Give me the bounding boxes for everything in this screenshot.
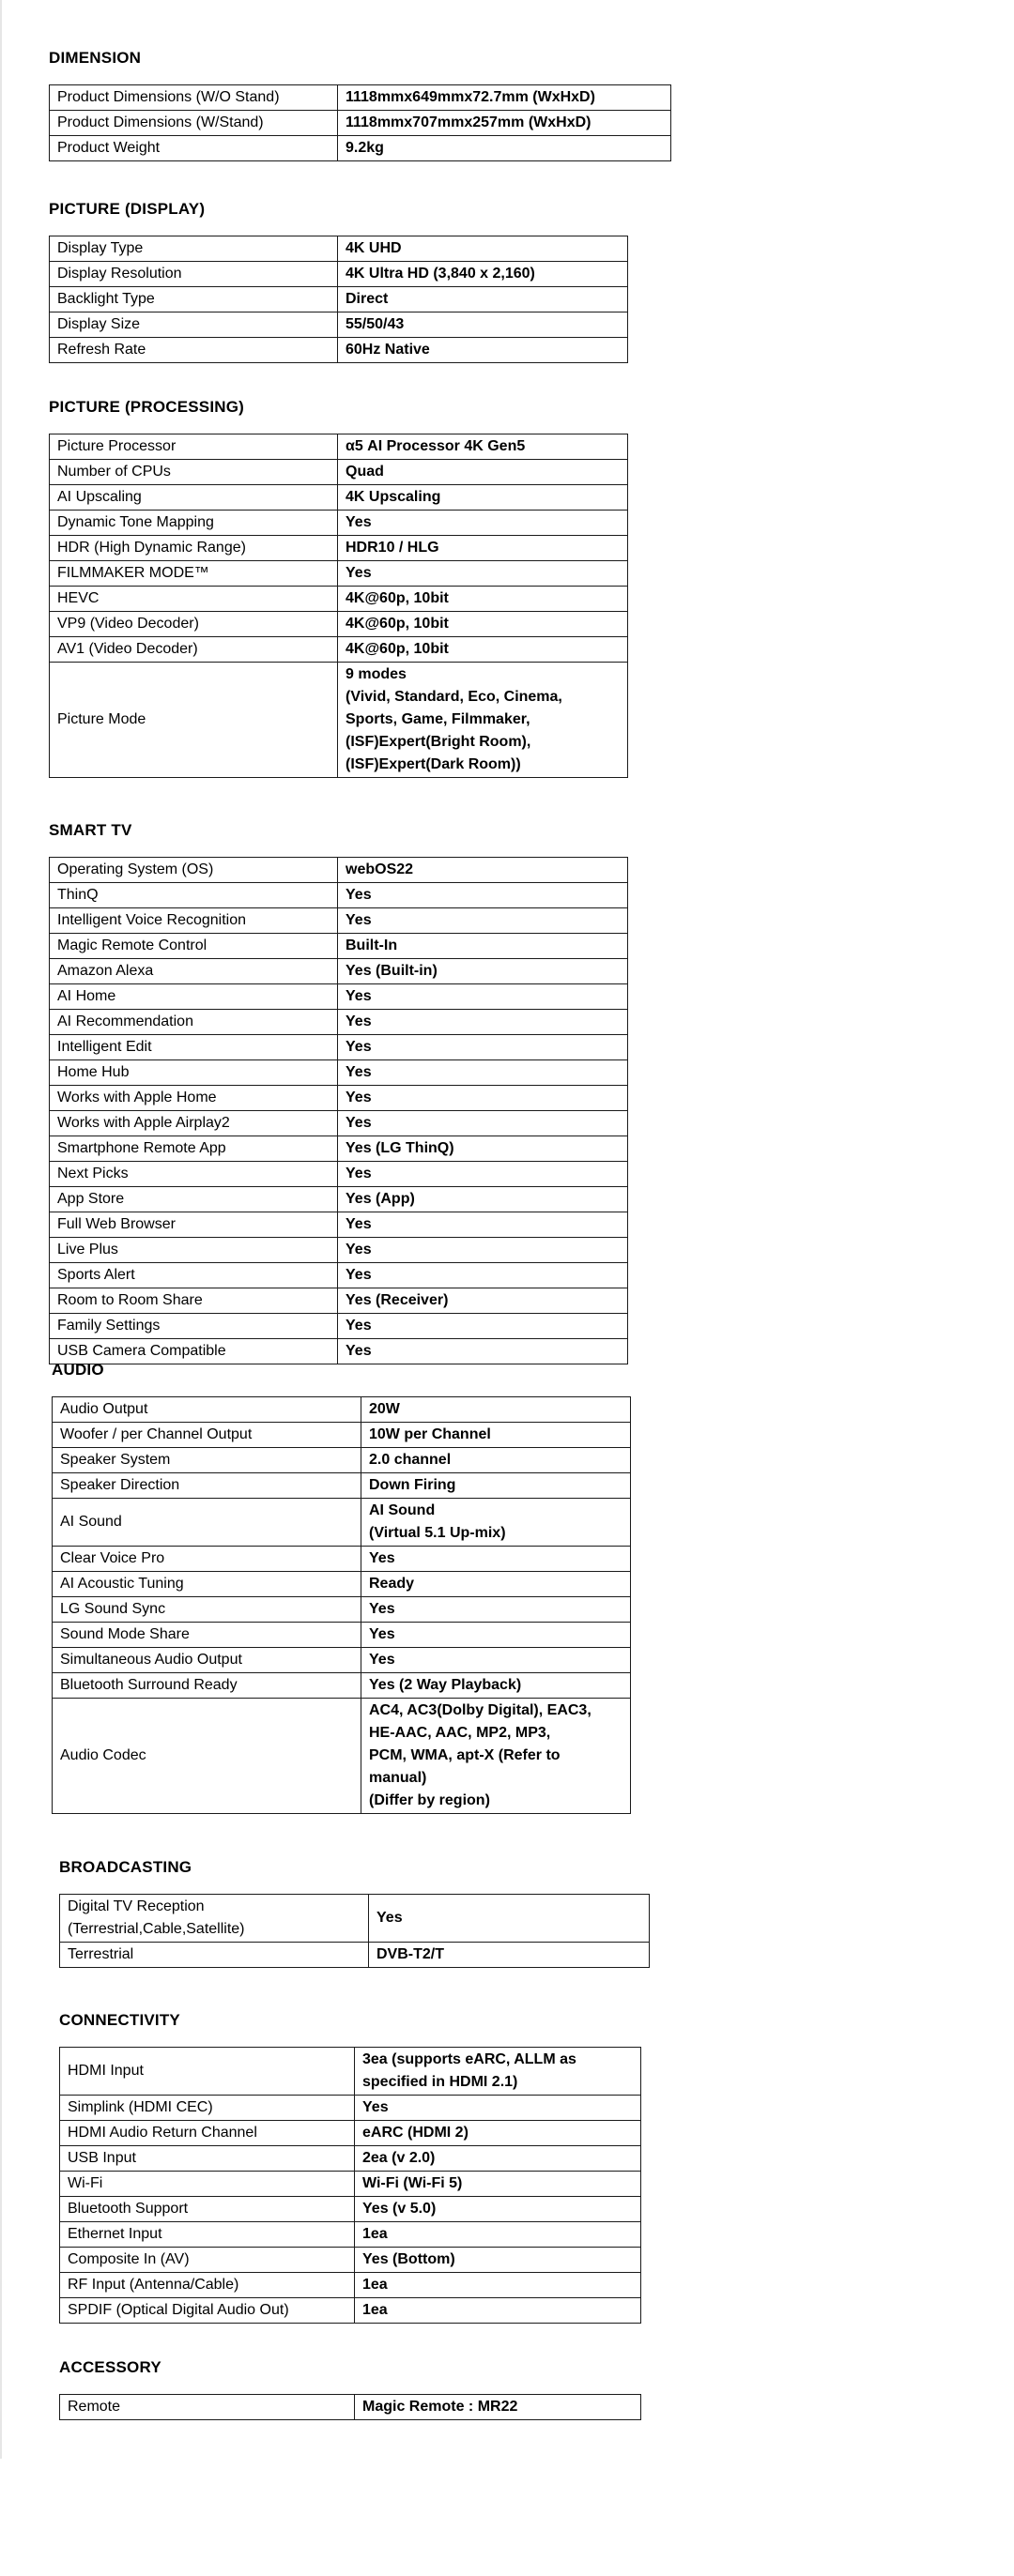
section-accessory bbox=[59, 2358, 641, 2420]
section-dimension bbox=[49, 49, 671, 161]
spec-label: Sound Mode Share bbox=[53, 1623, 361, 1648]
spec-value: 3ea (supports eARC, ALLM as specified in HDMI 2.1) bbox=[355, 2048, 641, 2096]
spec-label: ThinQ bbox=[50, 883, 338, 908]
spec-row bbox=[60, 2273, 641, 2298]
accessory-table bbox=[59, 2394, 641, 2420]
spec-value: α5 AI Processor 4K Gen5 bbox=[338, 434, 628, 460]
spec-label: Wi-Fi bbox=[60, 2172, 355, 2197]
spec-label: Dynamic Tone Mapping bbox=[50, 511, 338, 536]
spec-label: Product Dimensions (W/Stand) bbox=[50, 111, 338, 136]
spec-row bbox=[60, 2121, 641, 2146]
spec-value: DVB-T2/T bbox=[369, 1943, 650, 1968]
spec-row bbox=[50, 984, 628, 1010]
spec-value: Magic Remote : MR22 bbox=[355, 2395, 641, 2420]
spec-row bbox=[50, 536, 628, 561]
spec-value: Yes (Bottom) bbox=[355, 2248, 641, 2273]
spec-label: Amazon Alexa bbox=[50, 959, 338, 984]
spec-value: 4K@60p, 10bit bbox=[338, 637, 628, 663]
spec-value: Yes bbox=[369, 1895, 650, 1943]
spec-label: Next Picks bbox=[50, 1162, 338, 1187]
spec-label: Bluetooth Support bbox=[60, 2197, 355, 2222]
audio-table bbox=[52, 1396, 631, 1814]
spec-value: Built-In bbox=[338, 934, 628, 959]
spec-value: 4K Upscaling bbox=[338, 485, 628, 511]
spec-value: Yes (Receiver) bbox=[338, 1288, 628, 1314]
spec-label: Product Dimensions (W/O Stand) bbox=[50, 85, 338, 111]
spec-label: Intelligent Edit bbox=[50, 1035, 338, 1060]
spec-row bbox=[53, 1499, 631, 1547]
spec-value: Yes bbox=[338, 1314, 628, 1339]
spec-value: 9 modes (Vivid, Standard, Eco, Cinema, Sports, Game, Filmmaker, (ISF)Expert(Bright Room), (ISF)Expert(Dark Room)) bbox=[338, 663, 628, 778]
spec-label: SPDIF (Optical Digital Audio Out) bbox=[60, 2298, 355, 2324]
spec-row bbox=[53, 1673, 631, 1699]
section-broadcasting bbox=[59, 1858, 650, 1968]
spec-value: Yes bbox=[338, 1111, 628, 1136]
spec-value: Yes bbox=[338, 984, 628, 1010]
spec-label: HDMI Audio Return Channel bbox=[60, 2121, 355, 2146]
spec-row bbox=[50, 561, 628, 587]
spec-value: 4K@60p, 10bit bbox=[338, 587, 628, 612]
spec-row bbox=[53, 1648, 631, 1673]
page-left-rule bbox=[0, 0, 2, 2459]
spec-value: Yes bbox=[361, 1547, 631, 1572]
spec-value: 4K UHD bbox=[338, 236, 628, 262]
spec-value: 60Hz Native bbox=[338, 338, 628, 363]
spec-value: Yes bbox=[338, 1263, 628, 1288]
spec-label: Speaker System bbox=[53, 1448, 361, 1473]
spec-row bbox=[50, 262, 628, 287]
spec-label: HEVC bbox=[50, 587, 338, 612]
spec-row bbox=[60, 2298, 641, 2324]
spec-row bbox=[50, 511, 628, 536]
spec-label: AI Home bbox=[50, 984, 338, 1010]
spec-label: Live Plus bbox=[50, 1238, 338, 1263]
spec-value: Yes bbox=[338, 1035, 628, 1060]
spec-value: AC4, AC3(Dolby Digital), EAC3, HE-AAC, AAC, MP2, MP3, PCM, WMA, apt-X (Refer to manual) (Differ by region) bbox=[361, 1699, 631, 1814]
spec-row bbox=[50, 637, 628, 663]
spec-row bbox=[60, 2248, 641, 2273]
spec-value: Yes (v 5.0) bbox=[355, 2197, 641, 2222]
spec-row bbox=[60, 2048, 641, 2096]
spec-row bbox=[53, 1547, 631, 1572]
spec-row bbox=[53, 1572, 631, 1597]
spec-value: Yes (2 Way Playback) bbox=[361, 1673, 631, 1699]
section-display bbox=[49, 200, 628, 363]
spec-value: Yes bbox=[361, 1597, 631, 1623]
spec-row bbox=[50, 1162, 628, 1187]
spec-label: Ethernet Input bbox=[60, 2222, 355, 2248]
smart-tv-table bbox=[49, 857, 628, 1364]
spec-label: HDR (High Dynamic Range) bbox=[50, 536, 338, 561]
spec-row bbox=[53, 1423, 631, 1448]
spec-row bbox=[60, 2146, 641, 2172]
spec-value: Yes bbox=[338, 1060, 628, 1086]
spec-value: Yes (LG ThinQ) bbox=[338, 1136, 628, 1162]
spec-label: USB Camera Compatible bbox=[50, 1339, 338, 1364]
spec-value: Yes bbox=[361, 1623, 631, 1648]
spec-label: Picture Mode bbox=[50, 663, 338, 778]
spec-label: Composite In (AV) bbox=[60, 2248, 355, 2273]
spec-label: Family Settings bbox=[50, 1314, 338, 1339]
spec-value: 2ea (v 2.0) bbox=[355, 2146, 641, 2172]
section-title-connectivity: CONNECTIVITY bbox=[59, 2011, 180, 2029]
section-title-processing: PICTURE (PROCESSING) bbox=[49, 398, 245, 416]
spec-label: Intelligent Voice Recognition bbox=[50, 908, 338, 934]
spec-row bbox=[50, 612, 628, 637]
spec-row bbox=[50, 338, 628, 363]
spec-row bbox=[50, 460, 628, 485]
spec-row bbox=[50, 85, 671, 111]
spec-row bbox=[53, 1597, 631, 1623]
section-smart-tv bbox=[49, 821, 628, 1364]
spec-label: Works with Apple Airplay2 bbox=[50, 1111, 338, 1136]
spec-label: VP9 (Video Decoder) bbox=[50, 612, 338, 637]
spec-label: Home Hub bbox=[50, 1060, 338, 1086]
spec-row bbox=[50, 1086, 628, 1111]
connectivity-table bbox=[59, 2047, 641, 2324]
spec-row bbox=[50, 1136, 628, 1162]
spec-label: Remote bbox=[60, 2395, 355, 2420]
spec-label: RF Input (Antenna/Cable) bbox=[60, 2273, 355, 2298]
spec-row bbox=[60, 2096, 641, 2121]
section-title-smart-tv: SMART TV bbox=[49, 821, 132, 839]
spec-value: Yes bbox=[361, 1648, 631, 1673]
spec-value: Yes bbox=[338, 1010, 628, 1035]
spec-label: AV1 (Video Decoder) bbox=[50, 637, 338, 663]
spec-label: Magic Remote Control bbox=[50, 934, 338, 959]
spec-value: webOS22 bbox=[338, 858, 628, 883]
spec-value: 10W per Channel bbox=[361, 1423, 631, 1448]
spec-label: Digital TV Reception (Terrestrial,Cable,Satellite) bbox=[60, 1895, 369, 1943]
spec-label: App Store bbox=[50, 1187, 338, 1212]
section-processing bbox=[49, 398, 628, 778]
spec-value: 2.0 channel bbox=[361, 1448, 631, 1473]
spec-row bbox=[53, 1397, 631, 1423]
spec-row bbox=[50, 1288, 628, 1314]
spec-label: AI Recommendation bbox=[50, 1010, 338, 1035]
spec-value: 55/50/43 bbox=[338, 312, 628, 338]
section-title-audio: AUDIO bbox=[52, 1361, 104, 1379]
spec-row bbox=[60, 1943, 650, 1968]
spec-label: Works with Apple Home bbox=[50, 1086, 338, 1111]
spec-label: Speaker Direction bbox=[53, 1473, 361, 1499]
spec-value: Yes bbox=[338, 1238, 628, 1263]
spec-value: HDR10 / HLG bbox=[338, 536, 628, 561]
spec-label: Number of CPUs bbox=[50, 460, 338, 485]
spec-value: Quad bbox=[338, 460, 628, 485]
spec-value: Yes bbox=[338, 1162, 628, 1187]
spec-value: Yes bbox=[338, 511, 628, 536]
spec-row bbox=[50, 1010, 628, 1035]
spec-label: Display Resolution bbox=[50, 262, 338, 287]
spec-value: 1118mmx707mmx257mm (WxHxD) bbox=[338, 111, 671, 136]
spec-row bbox=[50, 959, 628, 984]
spec-row bbox=[60, 2172, 641, 2197]
spec-value: Yes (App) bbox=[338, 1187, 628, 1212]
spec-row bbox=[50, 1263, 628, 1288]
spec-value: 4K@60p, 10bit bbox=[338, 612, 628, 637]
spec-row bbox=[53, 1623, 631, 1648]
section-title-dimension: DIMENSION bbox=[49, 49, 142, 67]
spec-value: 4K Ultra HD (3,840 x 2,160) bbox=[338, 262, 628, 287]
spec-row bbox=[50, 908, 628, 934]
spec-label: Room to Room Share bbox=[50, 1288, 338, 1314]
spec-label: AI Upscaling bbox=[50, 485, 338, 511]
spec-value: Yes (Built-in) bbox=[338, 959, 628, 984]
spec-value: Wi-Fi (Wi-Fi 5) bbox=[355, 2172, 641, 2197]
spec-label: LG Sound Sync bbox=[53, 1597, 361, 1623]
spec-value: Yes bbox=[355, 2096, 641, 2121]
spec-label: FILMMAKER MODE™ bbox=[50, 561, 338, 587]
spec-value: AI Sound (Virtual 5.1 Up-mix) bbox=[361, 1499, 631, 1547]
spec-row bbox=[50, 1035, 628, 1060]
spec-label: Clear Voice Pro bbox=[53, 1547, 361, 1572]
spec-value: Down Firing bbox=[361, 1473, 631, 1499]
spec-row bbox=[50, 111, 671, 136]
spec-value: Yes bbox=[338, 1212, 628, 1238]
spec-row bbox=[50, 434, 628, 460]
spec-row bbox=[53, 1448, 631, 1473]
spec-row bbox=[50, 883, 628, 908]
spec-row bbox=[50, 136, 671, 161]
section-title-display: PICTURE (DISPLAY) bbox=[49, 200, 206, 218]
spec-label: Terrestrial bbox=[60, 1943, 369, 1968]
spec-value: 1ea bbox=[355, 2222, 641, 2248]
spec-row bbox=[50, 287, 628, 312]
spec-label: Full Web Browser bbox=[50, 1212, 338, 1238]
spec-value: Direct bbox=[338, 287, 628, 312]
spec-label: Simplink (HDMI CEC) bbox=[60, 2096, 355, 2121]
spec-value: 1118mmx649mmx72.7mm (WxHxD) bbox=[338, 85, 671, 111]
spec-label: Audio Codec bbox=[53, 1699, 361, 1814]
spec-value: Ready bbox=[361, 1572, 631, 1597]
spec-value: Yes bbox=[338, 883, 628, 908]
spec-row bbox=[50, 1314, 628, 1339]
spec-label: USB Input bbox=[60, 2146, 355, 2172]
spec-label: Display Type bbox=[50, 236, 338, 262]
spec-label: AI Acoustic Tuning bbox=[53, 1572, 361, 1597]
spec-value: 20W bbox=[361, 1397, 631, 1423]
spec-value: 1ea bbox=[355, 2298, 641, 2324]
spec-row bbox=[50, 1111, 628, 1136]
section-title-accessory: ACCESSORY bbox=[59, 2358, 161, 2376]
spec-row bbox=[50, 663, 628, 778]
spec-row bbox=[53, 1473, 631, 1499]
spec-label: Smartphone Remote App bbox=[50, 1136, 338, 1162]
broadcasting-table bbox=[59, 1894, 650, 1968]
spec-row bbox=[60, 1895, 650, 1943]
dimension-table bbox=[49, 84, 671, 161]
spec-row bbox=[60, 2222, 641, 2248]
spec-row bbox=[53, 1699, 631, 1814]
spec-row bbox=[50, 1238, 628, 1263]
spec-row bbox=[50, 485, 628, 511]
spec-row bbox=[50, 1060, 628, 1086]
spec-row bbox=[60, 2395, 641, 2420]
spec-row bbox=[60, 2197, 641, 2222]
spec-row bbox=[50, 587, 628, 612]
display-table bbox=[49, 236, 628, 363]
section-audio bbox=[52, 1361, 631, 1814]
section-connectivity bbox=[59, 2011, 641, 2324]
spec-label: Simultaneous Audio Output bbox=[53, 1648, 361, 1673]
spec-row bbox=[50, 858, 628, 883]
spec-label: Operating System (OS) bbox=[50, 858, 338, 883]
spec-value: 9.2kg bbox=[338, 136, 671, 161]
spec-row bbox=[50, 1187, 628, 1212]
spec-label: Picture Processor bbox=[50, 434, 338, 460]
spec-value: Yes bbox=[338, 561, 628, 587]
spec-value: eARC (HDMI 2) bbox=[355, 2121, 641, 2146]
spec-row bbox=[50, 236, 628, 262]
spec-label: Woofer / per Channel Output bbox=[53, 1423, 361, 1448]
spec-value: Yes bbox=[338, 908, 628, 934]
spec-label: Product Weight bbox=[50, 136, 338, 161]
spec-label: Backlight Type bbox=[50, 287, 338, 312]
spec-row bbox=[50, 312, 628, 338]
spec-label: AI Sound bbox=[53, 1499, 361, 1547]
section-title-broadcasting: BROADCASTING bbox=[59, 1858, 192, 1876]
spec-row bbox=[50, 1212, 628, 1238]
spec-value: 1ea bbox=[355, 2273, 641, 2298]
spec-label: Sports Alert bbox=[50, 1263, 338, 1288]
spec-label: Audio Output bbox=[53, 1397, 361, 1423]
spec-value: Yes bbox=[338, 1086, 628, 1111]
spec-label: Bluetooth Surround Ready bbox=[53, 1673, 361, 1699]
spec-row bbox=[50, 934, 628, 959]
spec-label: Display Size bbox=[50, 312, 338, 338]
spec-label: Refresh Rate bbox=[50, 338, 338, 363]
spec-label: HDMI Input bbox=[60, 2048, 355, 2096]
processing-table bbox=[49, 434, 628, 778]
spec-value: Yes bbox=[338, 1339, 628, 1364]
